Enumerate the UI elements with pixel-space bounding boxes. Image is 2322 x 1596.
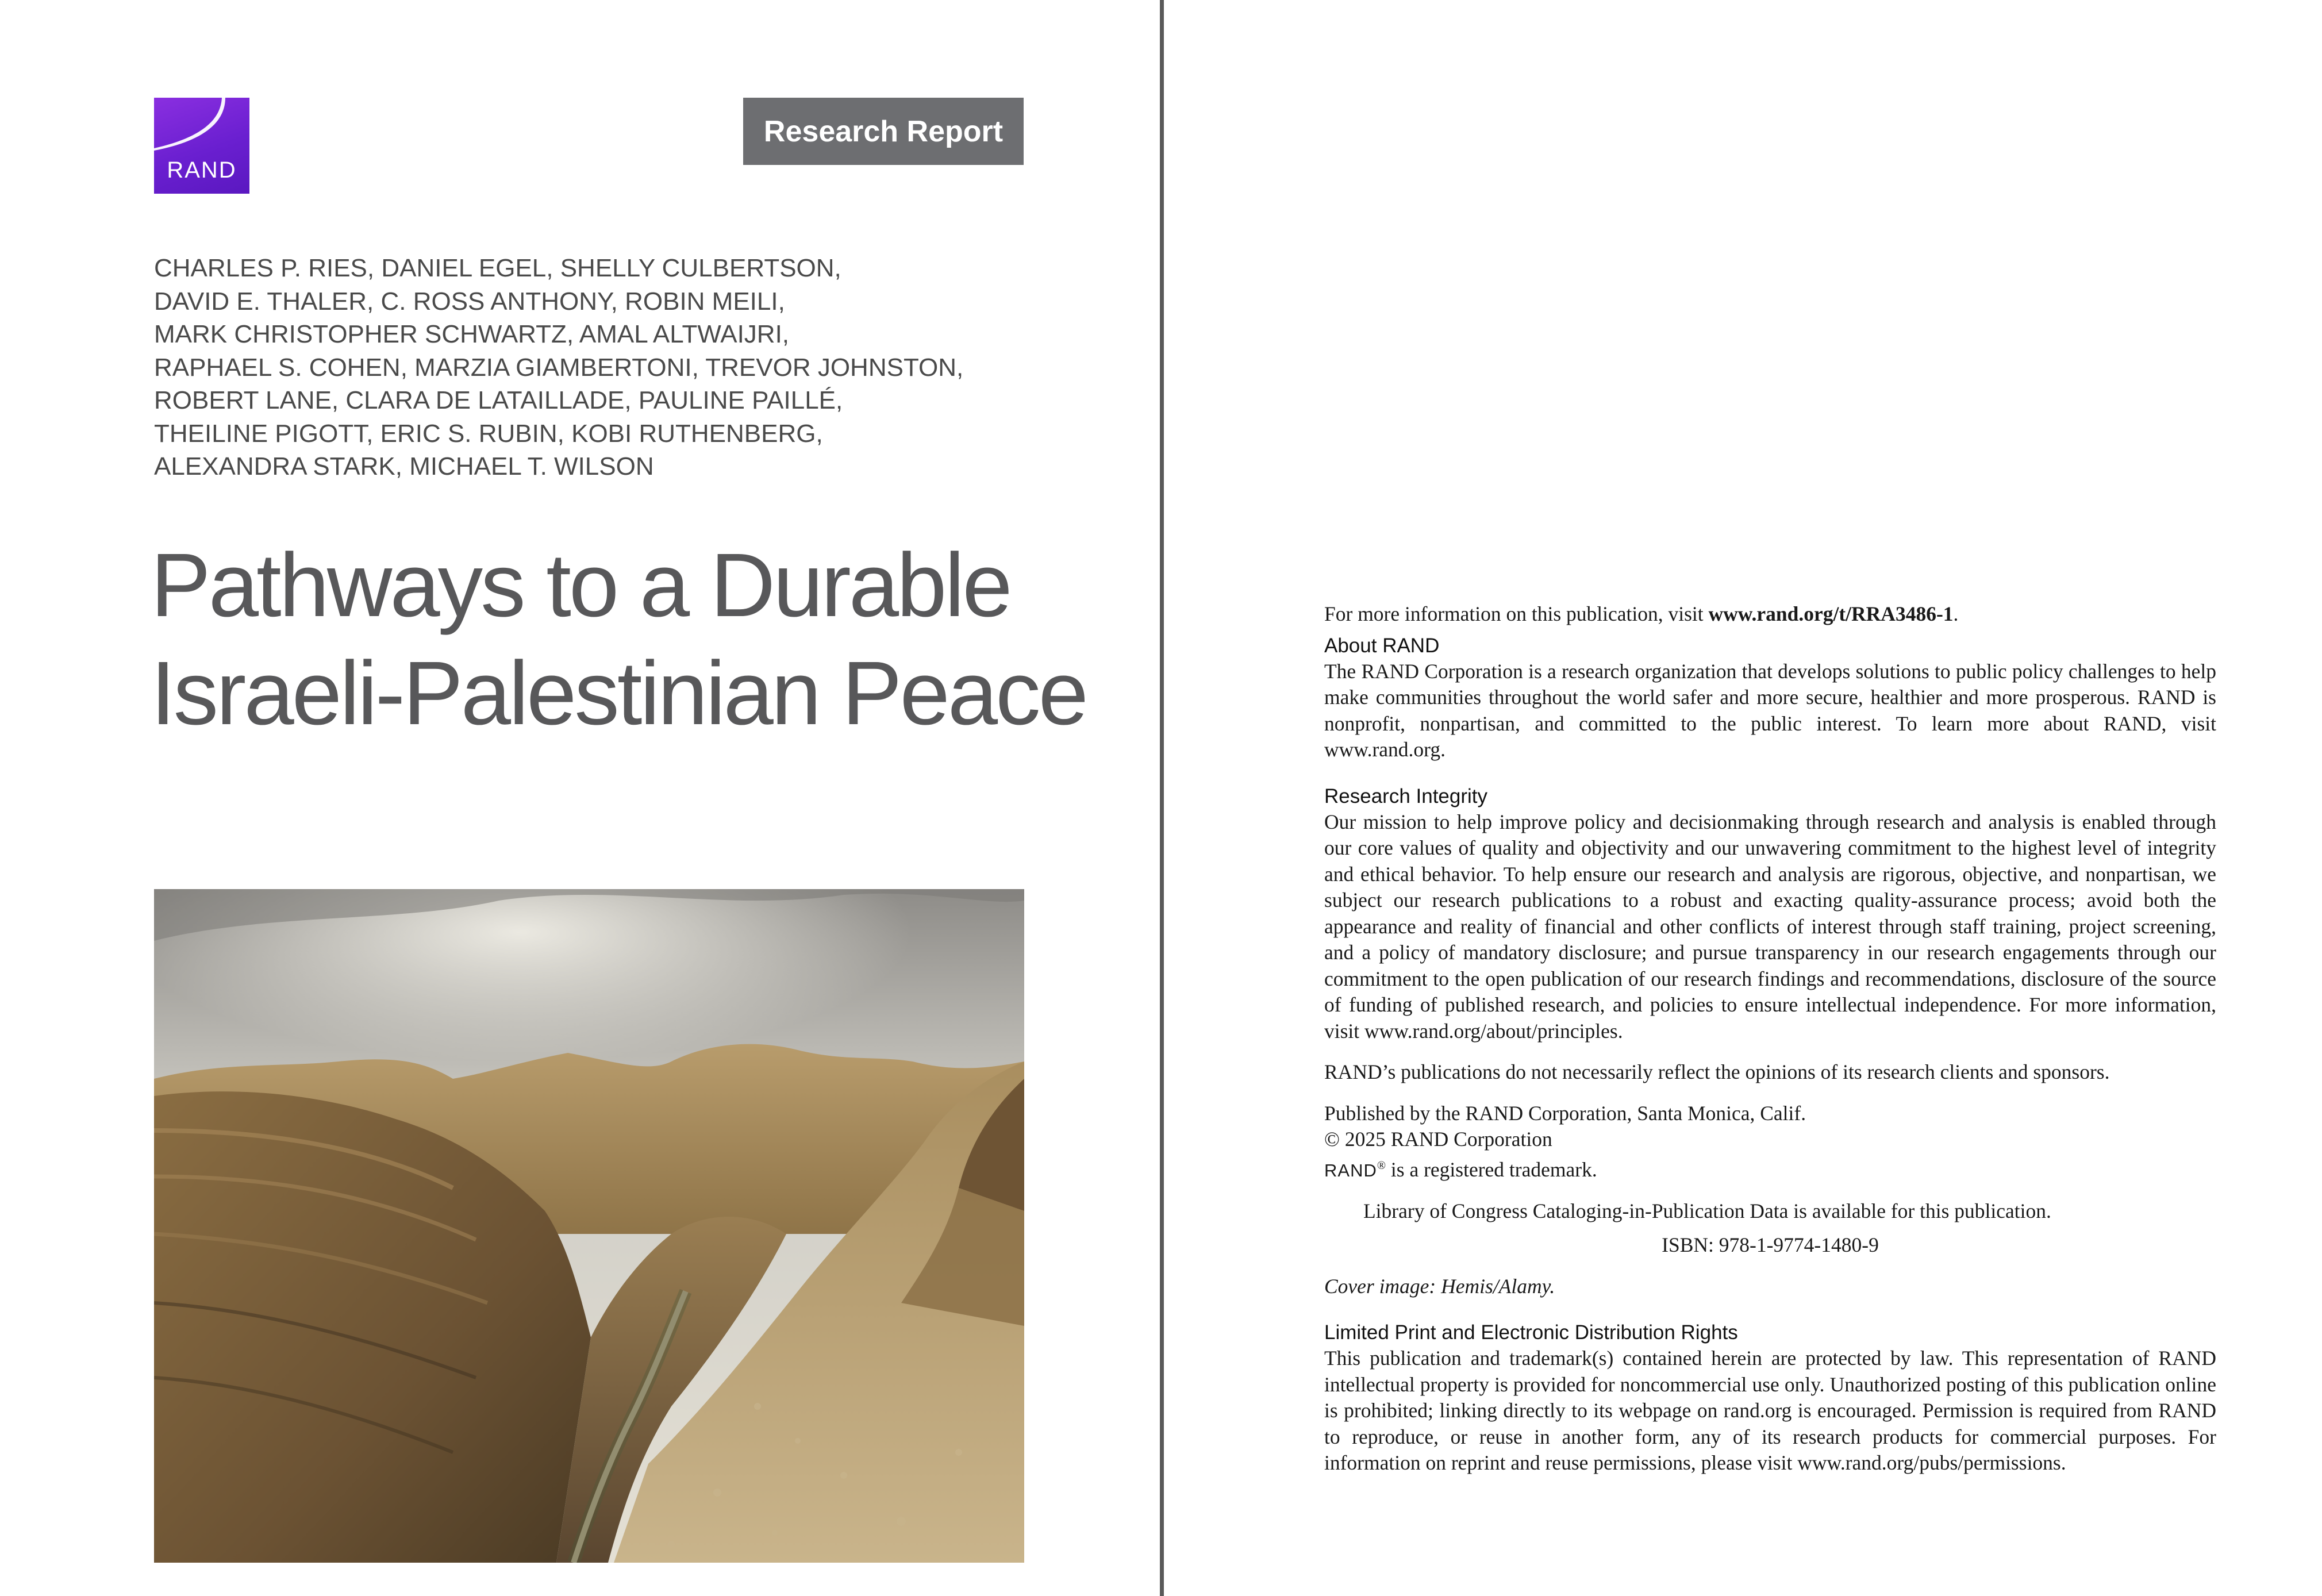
disclaimer-text: RAND’s publications do not necessarily reflect the opinions of its research clients and sponsors. (1324, 1060, 2110, 1083)
page-title (151, 532, 1128, 748)
author-list (154, 252, 1074, 483)
copyright-line: © 2025 RAND Corporation (1324, 1128, 1552, 1151)
trademark-line (1324, 1153, 2216, 1183)
rights-heading: Limited Print and Electronic Distribution Rights (1324, 1321, 1738, 1344)
more-info-prefix: For more information on this publication, visit (1324, 602, 1709, 625)
author-line: MARK CHRISTOPHER SCHWARTZ, AMAL ALTWAIJRI, (154, 320, 790, 348)
report-type-badge: Research Report (743, 98, 1024, 165)
integrity-heading: Research Integrity (1324, 784, 1488, 807)
published-by: Published by the RAND Corporation, Santa Monica, Calif. (1324, 1101, 1806, 1125)
author-line: CHARLES P. RIES, DANIEL EGEL, SHELLY CULBERTSON, (154, 254, 841, 282)
more-info-line (1324, 601, 2216, 628)
page-divider (1160, 0, 1164, 1596)
title-line: Pathways to a Durable (151, 535, 1010, 636)
cover-credit: Cover image: Hemis/Alamy. (1324, 1274, 1555, 1298)
library-line: Library of Congress Cataloging-in-Publication Data is available for this publication. (1363, 1199, 2051, 1222)
rights-text: This publication and trademark(s) contained herein are protected by law. This representation of RAND intellectual property is provided for noncommercial use only. Unauthorized posting of this publication online is prohibited; linking directly to its webpage on rand.org is encouraged. Permission is required from RAND to reproduce, or reuse in another form, any of its research products for commercial purposes. For information on reprint and reuse permissions, please visit www.rand.org/pubs/permissions. (1324, 1347, 2216, 1475)
author-line: ROBERT LANE, CLARA DE LATAILLADE, PAULINE PAILLÉ, (154, 386, 843, 414)
cover-image (154, 889, 1024, 1563)
about-text: The RAND Corporation is a research organization that develops solutions to public policy challenges to help make communities throughout the world safer and more secure, healthier and more prosperous. RAND is nonprofit, nonpartisan, and committed to the public interest. To learn more about RAND, visit www.rand.org. (1324, 659, 2216, 761)
copyright-page (1164, 0, 2322, 1596)
author-line: DAVID E. THALER, C. ROSS ANTHONY, ROBIN MEILI, (154, 287, 785, 316)
integrity-text: Our mission to help improve policy and decisionmaking through research and analysis is enabled through our core values of quality and objectivity and our unwavering commitment to the highest level of integrity and ethical behavior. To help ensure our research and analysis are rigorous, objective, and nonpartisan, we subject our research publications to a robust and exacting quality-assurance process; avoid both the appearance and reality of financial and other conflicts of interest through staff training, project screening, and a policy of mandatory disclosure; and pursue transparency in our research engagements through our commitment to the open publication of our research findings and recommendations, disclosure of the source of funding of published research, and policies to ensure intellectual independence. For more information, visit www.rand.org/about/principles. (1324, 810, 2216, 1043)
author-line: ALEXANDRA STARK, MICHAEL T. WILSON (154, 452, 654, 480)
more-info-suffix: . (1953, 602, 1959, 625)
author-line: THEILINE PIGOTT, ERIC S. RUBIN, KOBI RUTHENBERG, (154, 419, 823, 448)
registered-mark: ® (1377, 1159, 1386, 1172)
publication-url[interactable]: www.rand.org/t/RRA3486-1 (1708, 602, 1954, 625)
about-heading: About RAND (1324, 634, 1440, 657)
title-line: Israeli-Palestinian Peace (151, 643, 1086, 744)
isbn-line: ISBN: 978-1-9774-1480-9 (1662, 1233, 1879, 1257)
rand-logo (154, 98, 249, 194)
rand-wordmark: RAND (1324, 1160, 1377, 1180)
author-line: RAPHAEL S. COHEN, MARZIA GIAMBERTONI, TREVOR JOHNSTON, (154, 353, 964, 382)
trademark-text: is a registered trademark. (1386, 1157, 1597, 1181)
logo-text: RAND (167, 157, 237, 183)
publication-info (1324, 601, 2216, 1476)
